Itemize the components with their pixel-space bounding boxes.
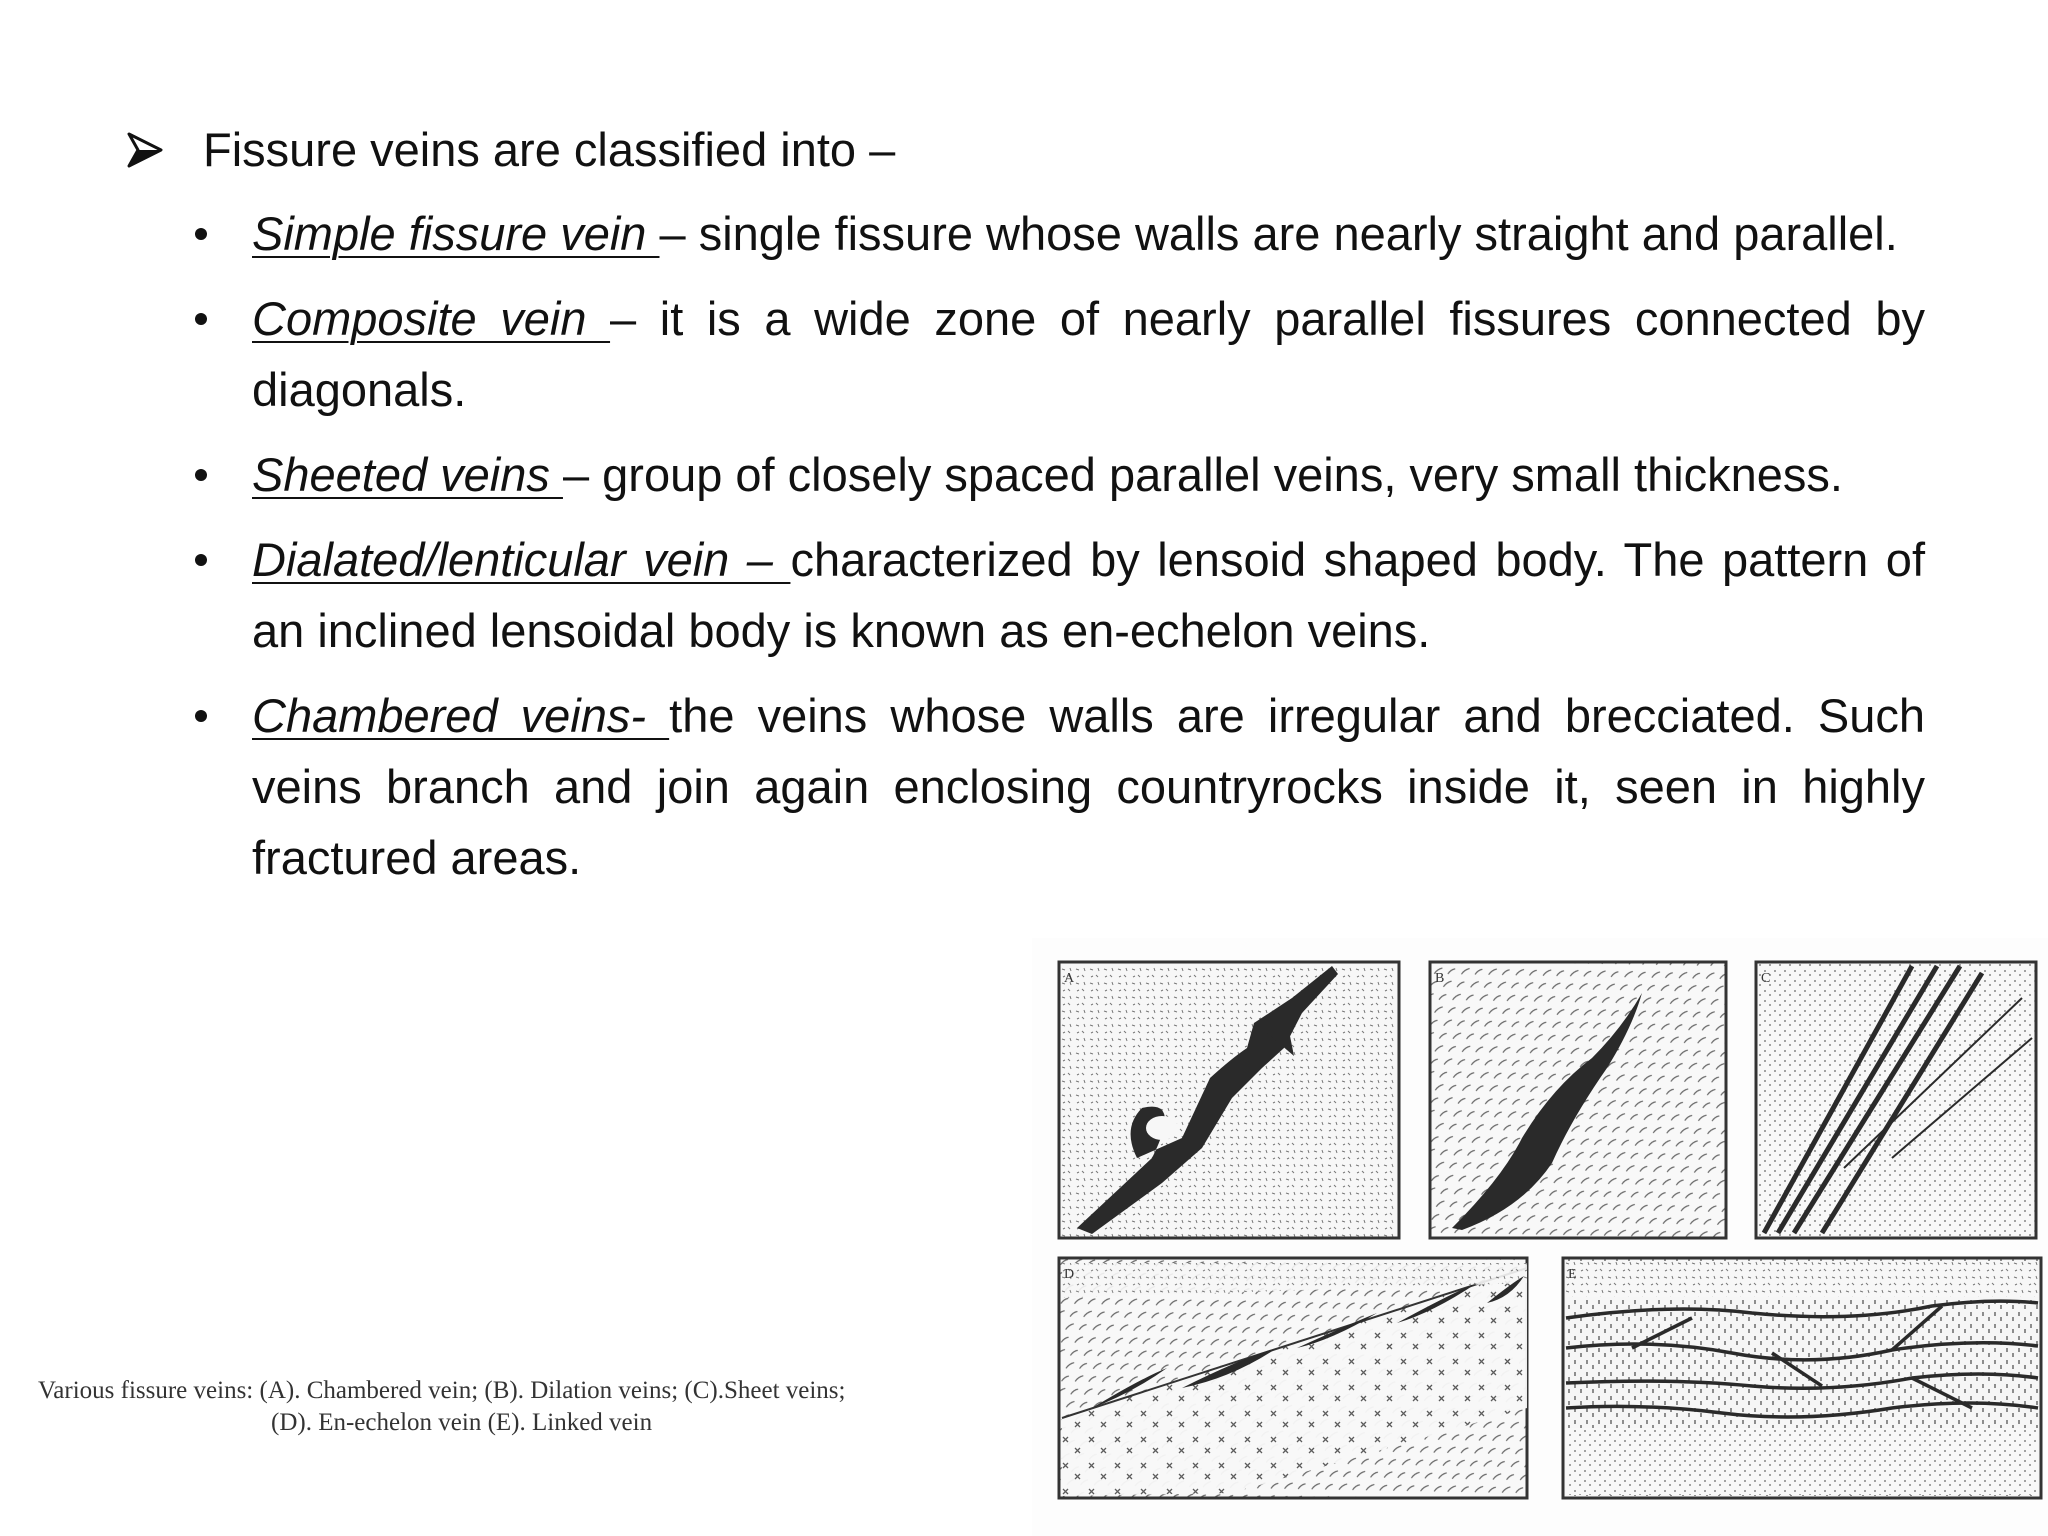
bullet-dot-icon bbox=[195, 228, 207, 240]
vein-diagram bbox=[1032, 938, 2048, 1536]
item-description: – group of closely spaced parallel veins, very small thickness. bbox=[562, 448, 1843, 501]
panel-a bbox=[1059, 962, 1399, 1238]
caption-line-2: (D). En-echelon vein (E). Linked vein bbox=[271, 1409, 653, 1436]
list-item bbox=[195, 680, 1925, 893]
list-item bbox=[195, 198, 1925, 269]
list-item bbox=[195, 524, 1925, 666]
term-dialated-lenticular-vein: Dialated/lenticular vein – bbox=[252, 533, 791, 586]
panel-e bbox=[1563, 1258, 2041, 1498]
term-chambered-veins: Chambered veins- bbox=[252, 689, 670, 742]
item-description: – it is a wide zone of nearly parallel fissures connected by diagonals. bbox=[252, 292, 1925, 416]
bullet-dot-icon bbox=[195, 313, 207, 325]
panel-c bbox=[1756, 962, 2036, 1238]
figure-caption bbox=[38, 1375, 938, 1439]
fissure-vein-figure bbox=[1032, 938, 2048, 1536]
panel-label: D bbox=[1064, 1267, 1075, 1282]
bullet-dot-icon bbox=[195, 710, 207, 722]
item-description: – single fissure whose walls are nearly straight and parallel. bbox=[659, 207, 1898, 260]
list-item bbox=[195, 439, 1925, 510]
panel-label: C bbox=[1761, 971, 1771, 986]
item-description: the veins whose walls are irregular and brecciated. Such veins branch and join again enclosing countryrocks inside it, seen in highly fractured areas. bbox=[252, 689, 1925, 884]
vein-type-list bbox=[195, 198, 1925, 907]
panel-label: E bbox=[1568, 1267, 1577, 1282]
arrow-bullet-icon bbox=[125, 130, 165, 170]
bullet-dot-icon bbox=[195, 469, 207, 481]
caption-line-1: Various fissure veins: (A). Chambered vein; (B). Dilation veins; (C).Sheet veins; bbox=[38, 1377, 846, 1404]
list-item bbox=[195, 283, 1925, 425]
bullet-dot-icon bbox=[195, 554, 207, 566]
panel-label: B bbox=[1435, 971, 1445, 986]
panel-label: A bbox=[1064, 971, 1075, 986]
term-sheeted-veins: Sheeted veins bbox=[252, 448, 563, 501]
item-description: characterized by lensoid shaped body. The pattern of an inclined lensoidal body is known as en-echelon veins. bbox=[252, 533, 1926, 657]
term-composite-vein: Composite vein bbox=[252, 292, 611, 345]
heading-row bbox=[125, 118, 895, 182]
panel-b bbox=[1430, 962, 1726, 1238]
panel-d bbox=[1059, 1258, 1527, 1498]
heading-text: Fissure veins are classified into – bbox=[203, 123, 896, 176]
term-simple-fissure-vein: Simple fissure vein bbox=[252, 207, 660, 260]
